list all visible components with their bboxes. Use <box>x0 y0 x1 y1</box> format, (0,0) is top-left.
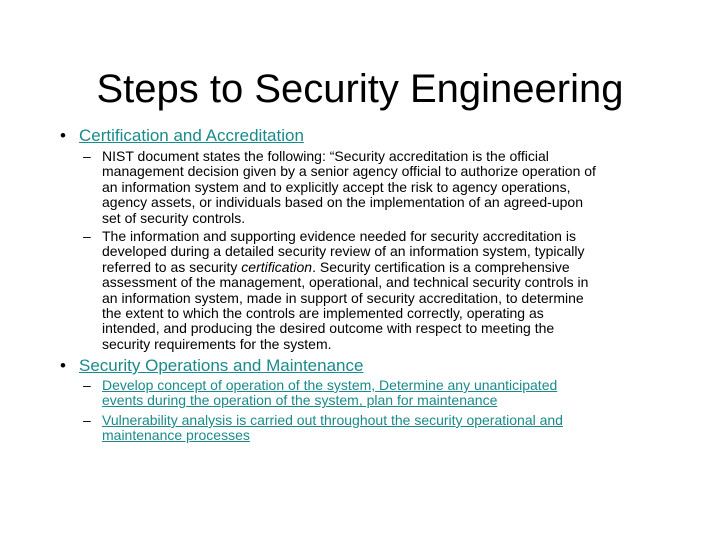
dash-icon: – <box>83 148 91 164</box>
text-line: the extent to which the controls are implemented correctly, operating as <box>102 304 544 321</box>
link-line[interactable]: maintenance processes <box>102 427 250 444</box>
link-line[interactable]: events during the operation of the system, plan for maintenance <box>102 392 498 409</box>
text-line: assessment of the management, operational, and technical security controls in <box>102 274 589 291</box>
text-line: an information system, made in support of security accreditation, to determine <box>102 289 584 306</box>
dash-icon: – <box>83 412 91 428</box>
italic-term: certification <box>241 258 313 275</box>
text-line: intended, and producing the desired outcome with respect to meeting the <box>102 320 555 337</box>
text-line: management decision given by a senior agency official to authorize operation of <box>102 163 596 180</box>
bullet-icon: • <box>60 356 66 375</box>
text-line: an information system and to explicitly accept the risk to agency operations, <box>102 178 571 195</box>
slide-title: Steps to Security Engineering <box>96 67 624 111</box>
text-line: NIST document states the following: “Security accreditation is the official <box>102 148 549 164</box>
text-segment: referred to as security <box>102 258 242 275</box>
operations-maintenance-link[interactable]: Security Operations and Maintenance <box>79 356 364 375</box>
text-line: The information and supporting evidence needed for security accreditation is <box>102 228 576 244</box>
text-line <box>102 260 588 275</box>
vulnerability-link[interactable] <box>102 413 563 444</box>
text-segment: . Security certification is a comprehensive <box>312 258 570 275</box>
link-line[interactable]: Vulnerability analysis is carried out throughout the security operational and <box>102 412 563 428</box>
text-line: security requirements for the system. <box>102 335 332 352</box>
text-line: agency assets, or individuals based on the implementation of an agreed-upon <box>102 194 583 211</box>
concept-link[interactable] <box>102 378 557 409</box>
text-line: set of security controls. <box>102 209 246 226</box>
dash-icon: – <box>83 377 91 393</box>
bullet-icon: • <box>60 126 66 145</box>
dash-icon: – <box>83 228 91 244</box>
certification-link[interactable]: Certification and Accreditation <box>79 126 304 145</box>
link-line[interactable]: Develop concept of operation of the system, Determine any unanticipated <box>102 377 558 393</box>
text-line: developed during a detailed security review of an information system, typically <box>102 243 585 260</box>
